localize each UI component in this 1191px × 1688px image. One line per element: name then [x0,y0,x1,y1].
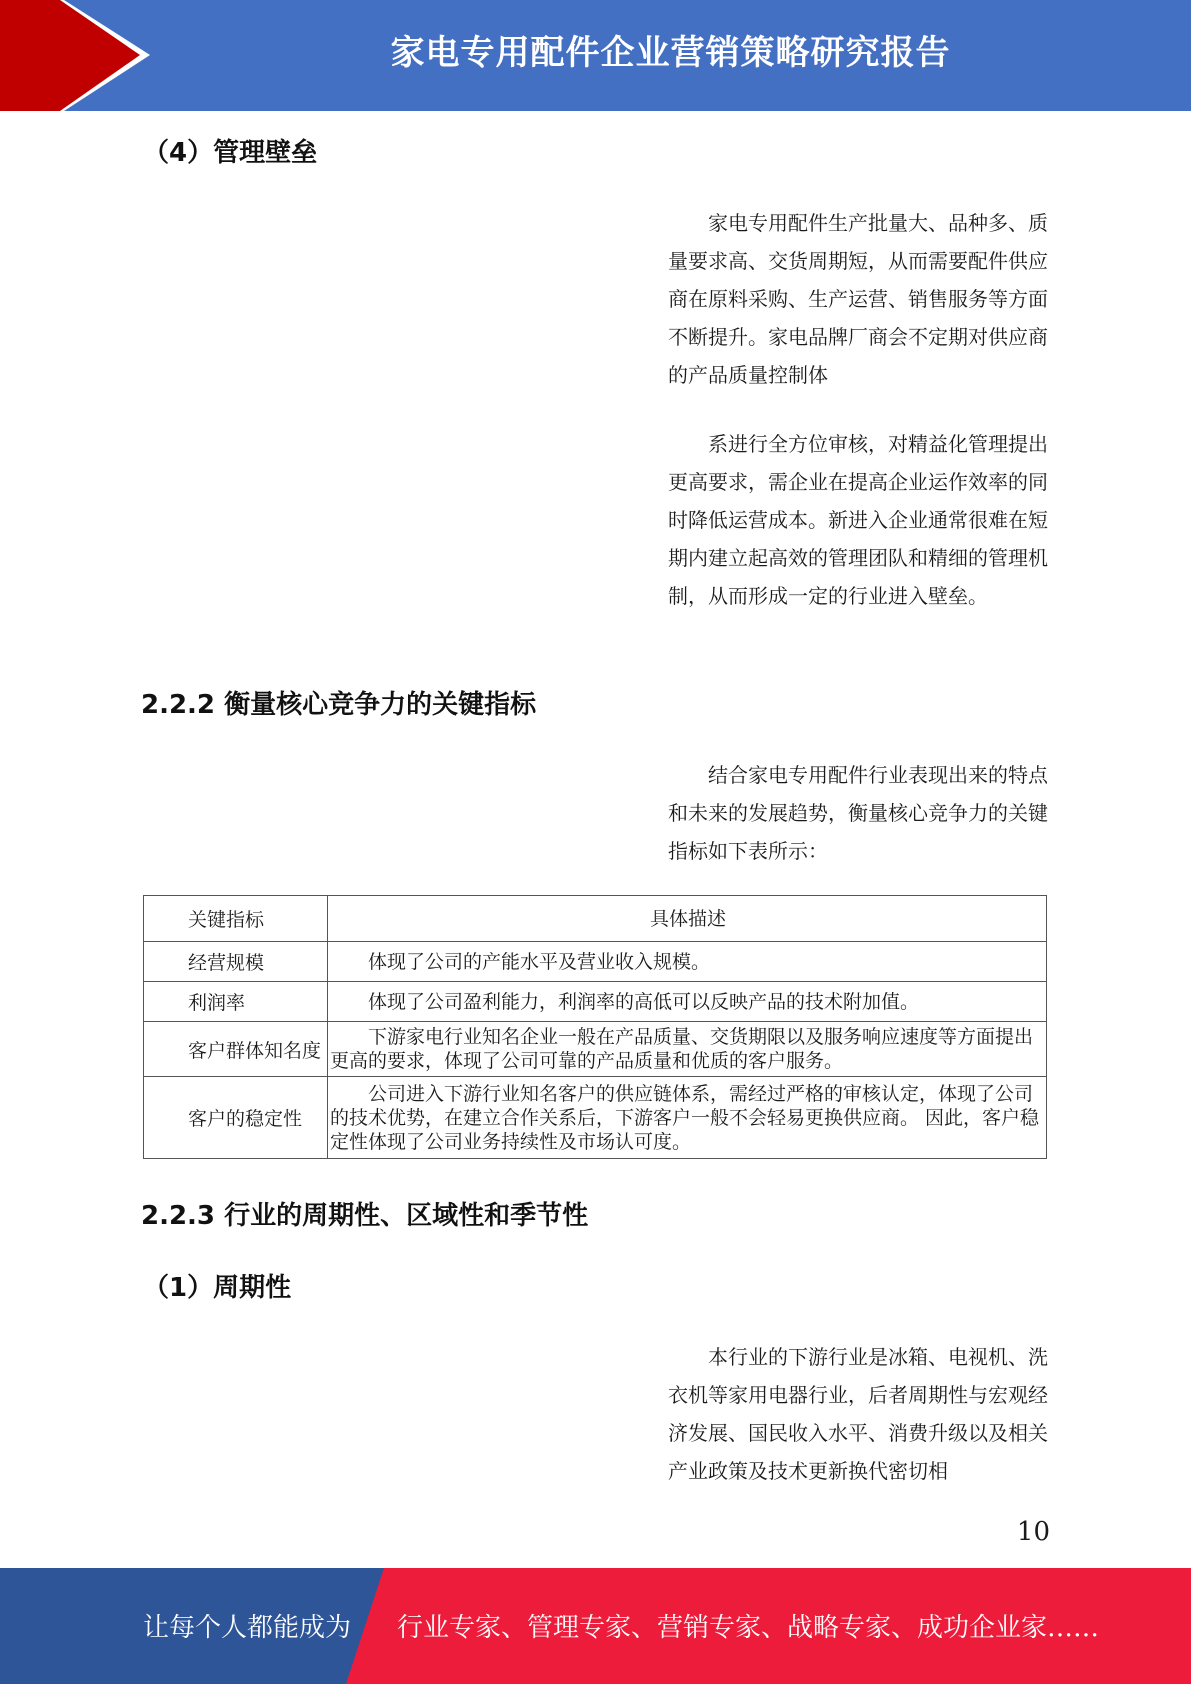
header-arrow-decoration [0,0,160,111]
table-row [144,942,1047,982]
page-header [0,0,1191,111]
table-header-description: 具体描述 [328,896,1047,942]
table-cell-description: 下游家电行业知名企业一般在产品质量、交货期限以及服务响应速度等方面提出更高的要求，体现了公司可靠的产品质量和优质的客户服务。 [328,1022,1047,1077]
table-cell-indicator: 客户群体知名度 [144,1022,328,1077]
report-title: 家电专用配件企业营销策略研究报告 [390,33,951,73]
paragraph-kpi-intro: 结合家电专用配件行业表现出来的特点和未来的发展趋势，衡量核心竞争力的关键指标如下表所示： [668,763,1048,863]
paragraph-periodicity-1: 本行业的下游行业是冰箱、电视机、洗衣机等家用电器行业，后者周期性与宏观经济发展、国民收入水平、消费升级以及相关产业政策及技术更新换代密切相 [668,1345,1048,1483]
page-footer [0,1568,1191,1684]
heading-periodicity: （1）周期性 [143,1273,292,1303]
table-header-indicator: 关键指标 [144,896,328,942]
kpi-table [143,895,1047,1159]
page-number: 10 [1016,1517,1050,1547]
table-cell-description: 体现了公司盈利能力，利润率的高低可以反映产品的技术附加值。 [328,982,1047,1022]
heading-cycle: 2.2.3 行业的周期性、区域性和季节性 [141,1201,589,1231]
heading-kpi: 2.2.2 衡量核心竞争力的关键指标 [141,690,537,720]
table-cell-indicator: 利润率 [144,982,328,1022]
table-header-row [144,896,1047,942]
table-row [144,1022,1047,1077]
table-row [144,1077,1047,1159]
table-cell-indicator: 客户的稳定性 [144,1077,328,1159]
footer-slogan-left: 让每个人都能成为 [143,1613,352,1643]
table-cell-description: 体现了公司的产能水平及营业收入规模。 [328,942,1047,982]
footer-slogan-right: 行业专家、管理专家、营销专家、战略专家、成功企业家…… [397,1613,1100,1643]
table-cell-description: 公司进入下游行业知名客户的供应链体系，需经过严格的审核认定，体现了公司的技术优势，在建立合作关系后，下游客户一般不会轻易更换供应商。 因此，客户稳定性体现了公司业务持续性及市场认可度。 [328,1077,1047,1159]
paragraph-management-barrier-2: 系进行全方位审核，对精益化管理提出更高要求，需企业在提高企业运作效率的同时降低运营成本。新进入企业通常很难在短期内建立起高效的管理团队和精细的管理机制，从而形成一定的行业进入壁垒。 [668,432,1048,608]
heading-management-barrier: （4）管理壁垒 [143,138,318,168]
table-row [144,982,1047,1022]
table-cell-indicator: 经营规模 [144,942,328,982]
paragraph-management-barrier-1: 家电专用配件生产批量大、品种多、质量要求高、交货周期短，从而需要配件供应商在原料采购、生产运营、销售服务等方面不断提升。家电品牌厂商会不定期对供应商的产品质量控制体 [668,211,1048,387]
